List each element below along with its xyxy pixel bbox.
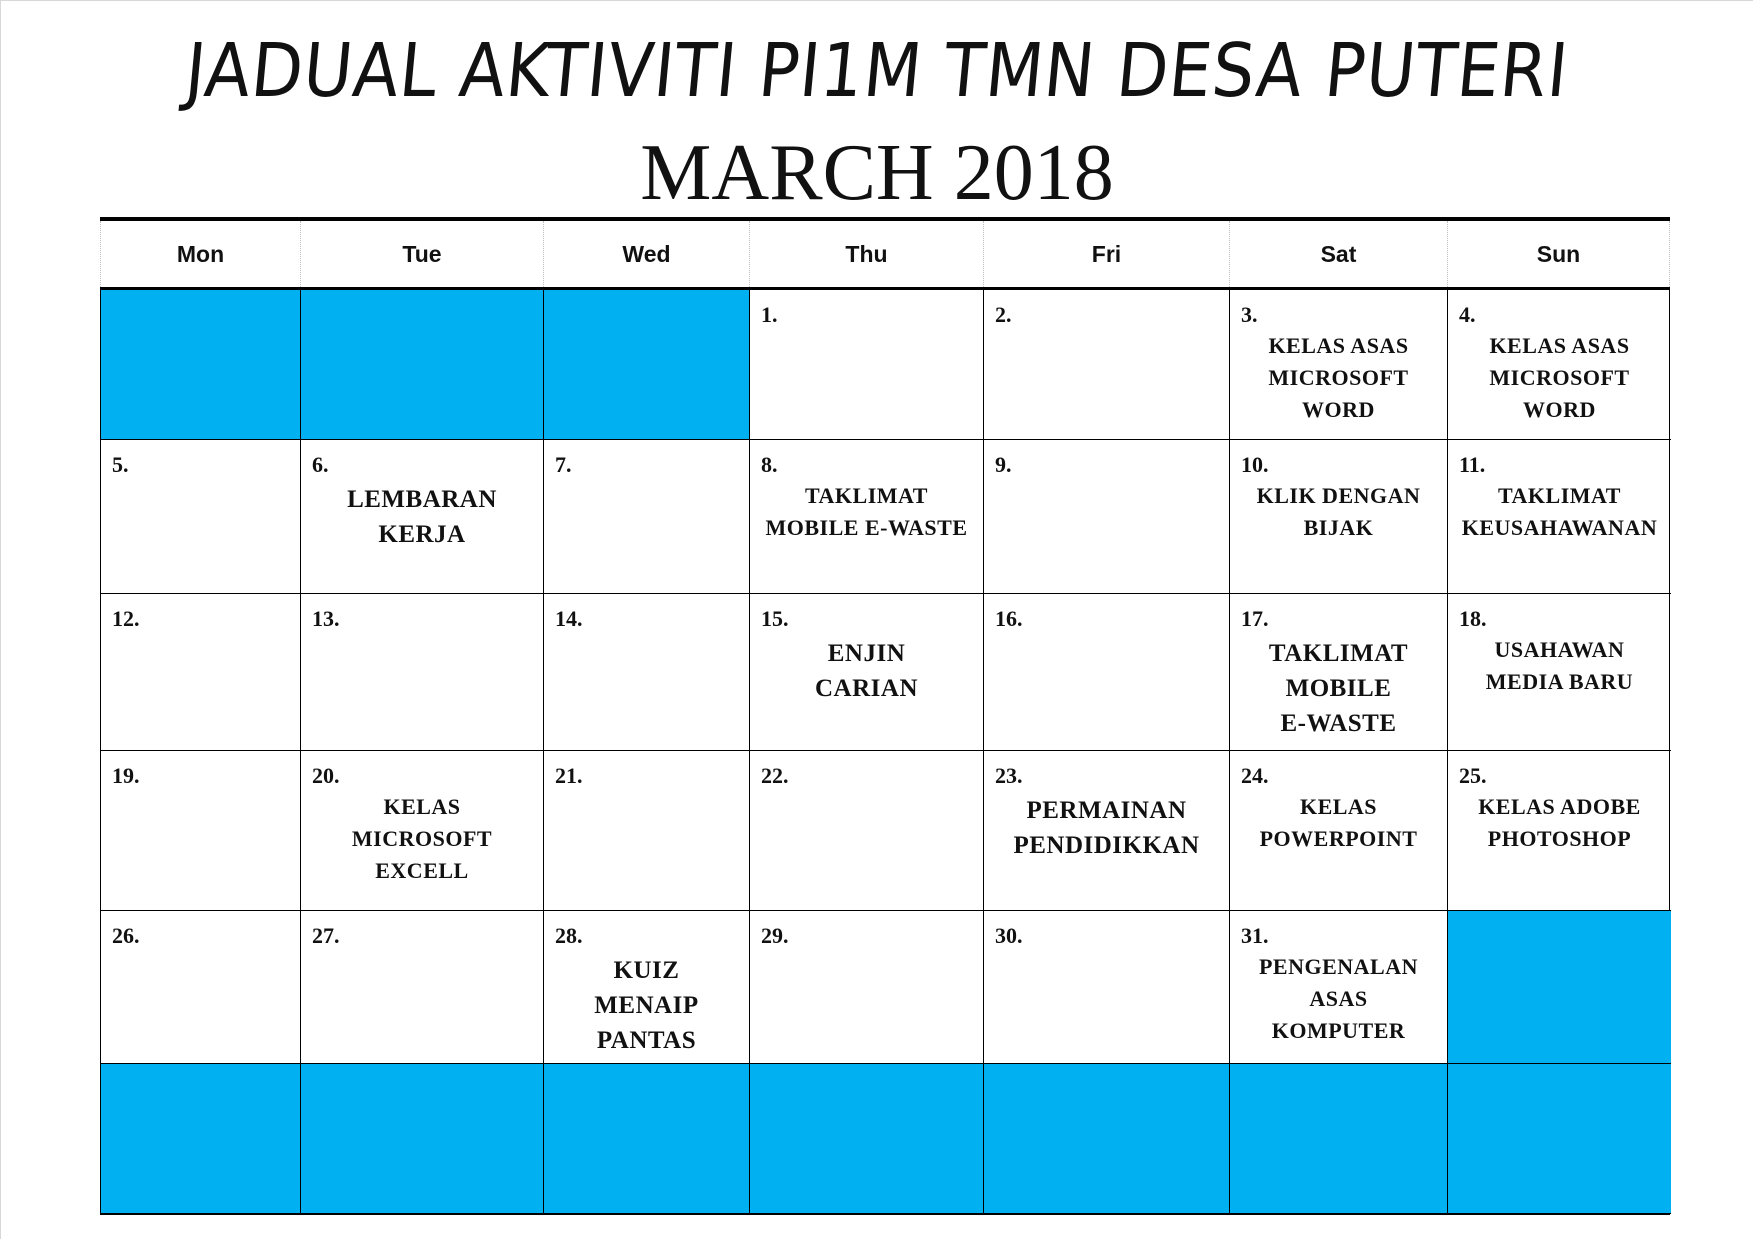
day-number: 13.: [312, 606, 340, 631]
day-number: 11.: [1459, 452, 1486, 477]
calendar-cell: [984, 290, 1230, 440]
day-number: 5.: [112, 452, 129, 477]
day-number: 4.: [1459, 302, 1476, 327]
event-label: PERMAINAN PENDIDIKKAN: [1013, 797, 1200, 859]
calendar-cell-empty: [544, 1064, 750, 1214]
weekday-mon: Mon: [100, 221, 300, 287]
event-label: USAHAWAN MEDIA BARU: [1485, 637, 1634, 694]
day-number: 30.: [995, 923, 1023, 948]
event-label: KELAS ASAS MICROSOFT WORD: [1268, 333, 1409, 422]
calendar-cell-empty: [1448, 1064, 1671, 1214]
calendar-cell: [1230, 440, 1448, 594]
calendar-grid: [100, 290, 1670, 1215]
day-number: 1.: [761, 302, 778, 327]
day-number: 29.: [761, 923, 789, 948]
day-number: 18.: [1459, 606, 1487, 631]
calendar-cell-empty: [1230, 1064, 1448, 1214]
calendar: [100, 217, 1670, 1215]
calendar-cell: [984, 911, 1230, 1064]
page-title: JADUAL AKTIVITI PI1M TMN DESA PUTERI: [181, 28, 1573, 114]
calendar-cell-empty: [984, 1064, 1230, 1214]
day-number: 28.: [555, 923, 583, 948]
day-number: 15.: [761, 606, 789, 631]
calendar-cell-empty: [1448, 911, 1671, 1064]
day-number: 12.: [112, 606, 140, 631]
calendar-cell: [544, 440, 750, 594]
day-number: 9.: [995, 452, 1012, 477]
calendar-cell: [984, 751, 1230, 911]
calendar-cell: [1448, 440, 1671, 594]
calendar-cell-empty: [301, 290, 544, 440]
day-number: 31.: [1241, 923, 1269, 948]
event-label: ENJIN CARIAN: [815, 640, 918, 702]
day-number: 2.: [995, 302, 1012, 327]
calendar-cell: [101, 911, 301, 1064]
day-number: 22.: [761, 763, 789, 788]
weekday-fri: Fri: [983, 221, 1229, 287]
day-number: 8.: [761, 452, 778, 477]
calendar-cell: [750, 290, 984, 440]
day-number: 16.: [995, 606, 1023, 631]
calendar-cell: [544, 594, 750, 751]
calendar-cell: [750, 751, 984, 911]
calendar-cell: [750, 911, 984, 1064]
calendar-cell-empty: [101, 290, 301, 440]
calendar-cell: [1448, 751, 1671, 911]
event-label: KUIZ MENAIP PANTAS: [594, 957, 699, 1054]
event-label: KELAS ADOBE PHOTOSHOP: [1478, 794, 1641, 851]
weekday-sun: Sun: [1447, 221, 1670, 287]
calendar-cell: [1230, 911, 1448, 1064]
weekday-thu: Thu: [749, 221, 983, 287]
calendar-cell: [101, 594, 301, 751]
event-label: TAKLIMAT MOBILE E-WASTE: [1268, 640, 1409, 737]
calendar-cell-empty: [101, 1064, 301, 1214]
event-label: PENGENALAN ASAS KOMPUTER: [1258, 954, 1418, 1043]
day-number: 21.: [555, 763, 583, 788]
weekday-tue: Tue: [300, 221, 543, 287]
calendar-cell: [301, 911, 544, 1064]
calendar-cell: [750, 594, 984, 751]
event-label: LEMBARAN KERJA: [347, 486, 497, 548]
day-number: 17.: [1241, 606, 1269, 631]
month-title: MARCH 2018: [640, 129, 1114, 217]
event-label: KLIK DENGAN BIJAK: [1256, 483, 1421, 540]
calendar-cell: [101, 440, 301, 594]
calendar-cell: [1230, 594, 1448, 751]
calendar-cell: [101, 751, 301, 911]
calendar-cell: [984, 594, 1230, 751]
calendar-cell: [301, 440, 544, 594]
calendar-cell: [1230, 751, 1448, 911]
calendar-cell-empty: [301, 1064, 544, 1214]
day-number: 10.: [1241, 452, 1269, 477]
day-number: 24.: [1241, 763, 1269, 788]
event-label: KELAS MICROSOFT EXCELL: [351, 794, 493, 883]
calendar-cell-empty: [544, 290, 750, 440]
calendar-cell: [301, 594, 544, 751]
event-label: KELAS POWERPOINT: [1259, 794, 1418, 851]
calendar-cell: [1448, 594, 1671, 751]
day-number: 26.: [112, 923, 140, 948]
day-number: 3.: [1241, 302, 1258, 327]
event-label: TAKLIMAT MOBILE E-WASTE: [765, 483, 968, 540]
calendar-cell: [1230, 290, 1448, 440]
day-number: 23.: [995, 763, 1023, 788]
calendar-cell: [544, 911, 750, 1064]
day-number: 27.: [312, 923, 340, 948]
day-number: 14.: [555, 606, 583, 631]
day-number: 20.: [312, 763, 340, 788]
day-number: 6.: [312, 452, 329, 477]
calendar-cell: [301, 751, 544, 911]
calendar-cell: [984, 440, 1230, 594]
calendar-cell: [544, 751, 750, 911]
calendar-cell-empty: [750, 1064, 984, 1214]
event-label: TAKLIMAT KEUSAHAWANAN: [1461, 483, 1658, 540]
weekday-header: [100, 221, 1670, 290]
weekday-sat: Sat: [1229, 221, 1447, 287]
event-label: KELAS ASAS MICROSOFT WORD: [1489, 333, 1630, 422]
day-number: 7.: [555, 452, 572, 477]
calendar-cell: [1448, 290, 1671, 440]
day-number: 25.: [1459, 763, 1487, 788]
calendar-cell: [750, 440, 984, 594]
day-number: 19.: [112, 763, 140, 788]
weekday-wed: Wed: [543, 221, 749, 287]
